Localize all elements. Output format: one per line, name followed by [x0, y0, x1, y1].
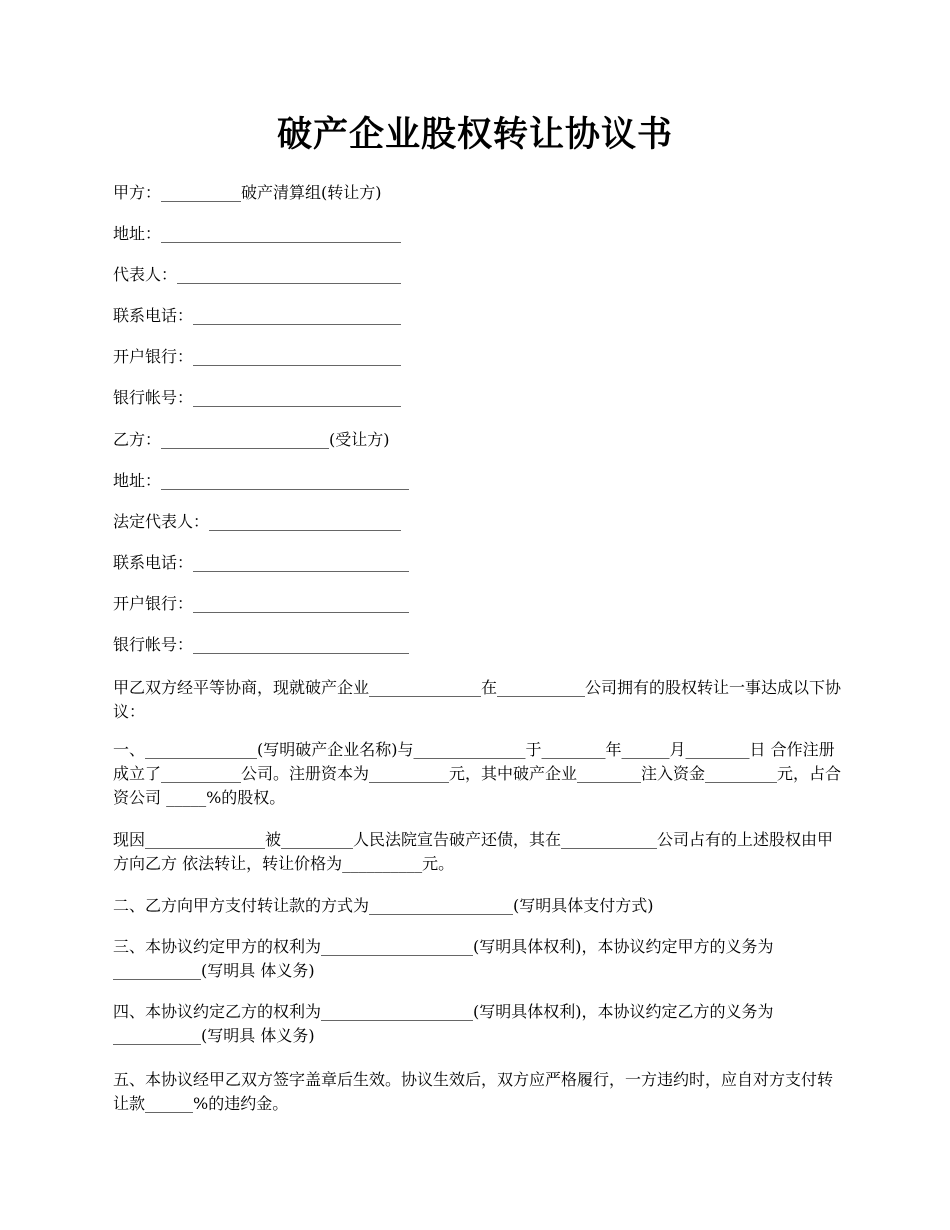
clause-3: 三、本协议约定甲方的权利为___________________(写明具体权利)，本协议约定甲方的义务为___________(写明具 体义务) — [113, 937, 774, 980]
party-a-account: 银行帐号：__________________________ — [113, 388, 402, 407]
party-b-header: 乙方：_____________________(受让方) — [113, 430, 390, 449]
party-b-account: 银行帐号：___________________________ — [113, 635, 410, 654]
party-a-address: 地址：______________________________ — [113, 224, 402, 243]
intro-paragraph: 甲乙双方经平等协商，现就破产企业______________在___________公司拥有的股权转让一事达成以下协议： — [113, 678, 842, 721]
clause-reason: 现因_______________被_________人民法院宣告破产还债，其在____________公司占有的上述股权由甲方向乙方 依法转让，转让价格为__________元。 — [113, 830, 834, 873]
party-b-legal-rep: 法定代表人：________________________ — [113, 512, 402, 531]
clause-2: 二、乙方向甲方支付转让款的方式为__________________(写明具体支付方式) — [113, 896, 654, 915]
party-a-bank: 开户银行：__________________________ — [113, 347, 402, 366]
party-b-phone: 联系电话：___________________________ — [113, 553, 410, 572]
document-title: 破产企业股权转让协议书 — [276, 114, 673, 155]
party-a-representative: 代表人：____________________________ — [113, 265, 402, 284]
clause-5: 五、本协议经甲乙双方签字盖章后生效。协议生效后，双方应严格履行，一方违约时，应自对方支付转让款______%的违约金。 — [113, 1070, 834, 1113]
party-b-bank: 开户银行：___________________________ — [113, 594, 410, 613]
party-a-phone: 联系电话：__________________________ — [113, 306, 402, 325]
clause-1: 一、______________(写明破产企业名称)与______________于________年______月________日 合作注册成立了__________公司。注册资本为__________元，其中破产企业________注入资金_________元，占合资公司 _____%的股权。 — [113, 740, 842, 807]
party-a-header: 甲方：__________破产清算组(转让方) — [113, 183, 382, 202]
party-b-address: 地址：_______________________________ — [113, 471, 410, 490]
clause-4: 四、本协议约定乙方的权利为___________________(写明具体权利)，本协议约定乙方的义务为___________(写明具 体义务) — [113, 1002, 774, 1045]
